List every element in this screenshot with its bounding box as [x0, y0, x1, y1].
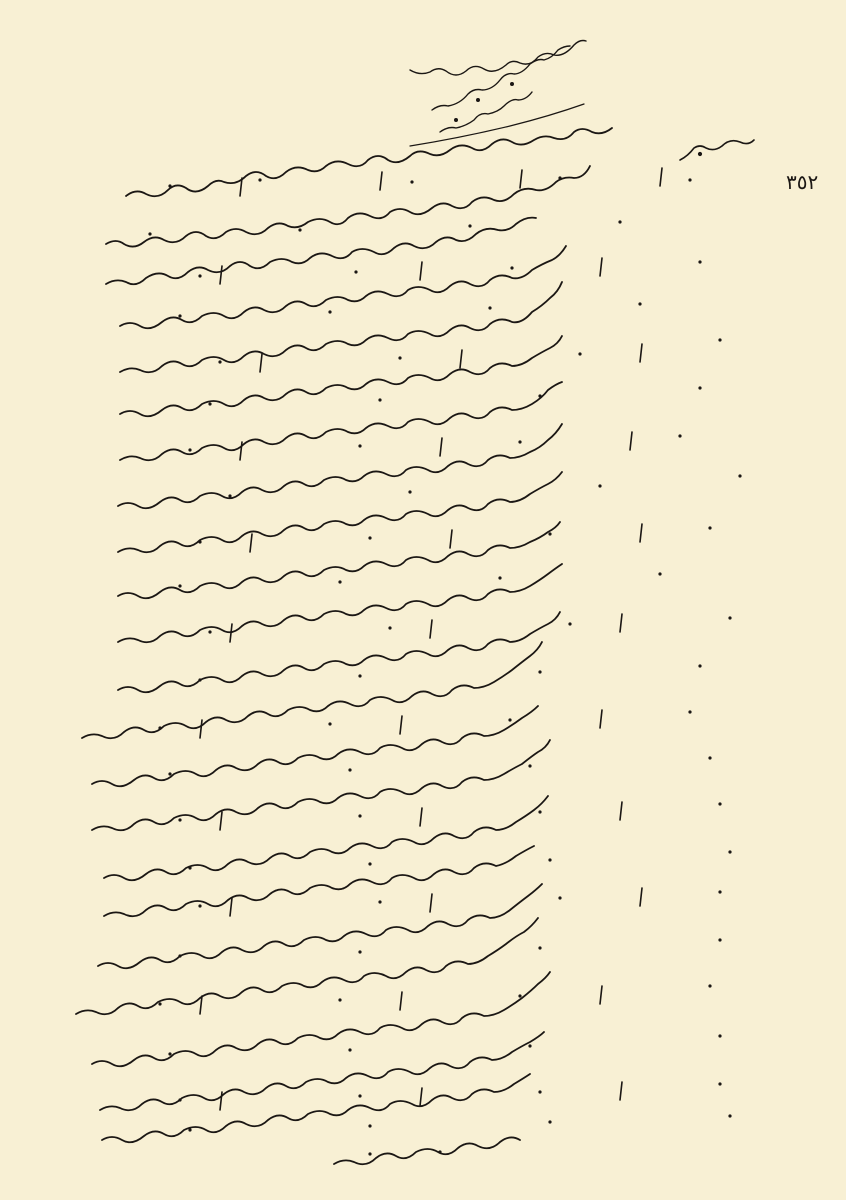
text-line — [118, 564, 562, 642]
page-number: ٣٥٢ — [786, 170, 819, 194]
diacritic-dots — [148, 176, 741, 1155]
text-line — [92, 706, 538, 786]
ascender-strokes — [200, 168, 662, 1110]
text-line — [126, 128, 612, 196]
text-line — [104, 796, 548, 880]
text-line — [102, 1074, 530, 1142]
text-line — [118, 472, 562, 552]
text-line — [118, 522, 560, 598]
text-line — [76, 918, 538, 1014]
text-line — [120, 282, 562, 372]
manuscript-lines — [76, 128, 612, 1164]
text-line — [118, 424, 562, 508]
text-line — [120, 336, 562, 416]
text-line — [100, 1032, 544, 1110]
text-line — [120, 382, 562, 460]
text-line — [92, 740, 550, 830]
marginal-note — [410, 41, 586, 147]
text-line — [82, 642, 542, 738]
text-line — [92, 972, 550, 1066]
text-line — [106, 218, 536, 285]
text-line — [106, 166, 590, 247]
heading-line — [680, 140, 754, 160]
text-line — [104, 846, 534, 916]
text-line — [334, 1137, 520, 1164]
text-line — [118, 612, 560, 692]
text-line — [98, 884, 542, 968]
